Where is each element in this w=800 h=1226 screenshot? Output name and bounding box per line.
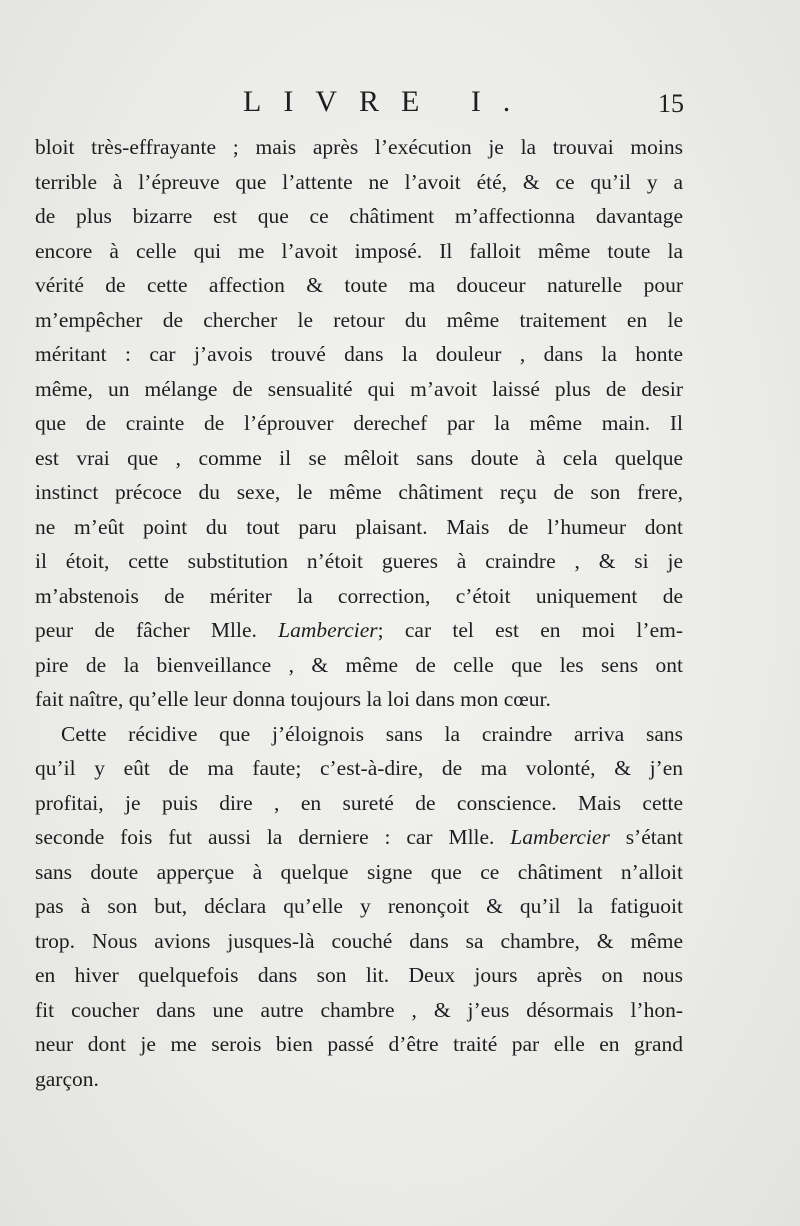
text-line: pas à son but, déclara qu’elle y renonçoit & qu’il la fatiguoit: [35, 894, 683, 918]
text-line: encore à celle qui me l’avoit imposé. Il falloit même toute la: [35, 238, 683, 263]
text-line: fait naître, qu’elle leur donna toujours la loi dans mon cœur.: [35, 687, 551, 711]
text-line: ne m’eût point du tout paru plaisant. Mais de l’humeur dont: [35, 514, 683, 539]
text-line: [35, 820, 683, 855]
text-line: vérité de cette affection & toute ma douceur naturelle pour: [35, 273, 683, 297]
text-line: [35, 613, 683, 648]
text-line: que de crainte de l’éprouver derechef par la même main. Il: [35, 411, 683, 435]
running-head: [0, 84, 800, 124]
text-line: sans doute apperçue à quelque signe que ce châtiment n’alloit: [35, 859, 683, 884]
text-line: est vrai que , comme il se mêloit sans doute à cela quelque: [35, 445, 683, 470]
text-segment: ; car tel est en moi l’em-: [377, 618, 683, 642]
text-line: trop. Nous avions jusques-là couché dans sa chambre, & même: [35, 928, 683, 953]
text-line: qu’il y eût de ma faute; c’est-à-dire, de ma volonté, & j’en: [35, 756, 683, 780]
text-line: il étoit, cette substitution n’étoit gueres à craindre , & si je: [35, 549, 683, 573]
text-line: instinct précoce du sexe, le même châtiment reçu de son frere,: [35, 480, 683, 504]
text-line: pire de la bienveillance , & même de celle que les sens ont: [35, 652, 683, 677]
text-line: m’abstenois de mériter la correction, c’étoit uniquement de: [35, 583, 683, 608]
italic-name: Lambercier: [278, 618, 378, 642]
text-line: terrible à l’épreuve que l’attente ne l’avoit été, & ce qu’il y a: [35, 169, 683, 194]
running-title: LIVRE I.: [243, 85, 533, 118]
page-number: 15: [658, 89, 684, 118]
text-line: méritant : car j’avois trouvé dans la douleur , dans la honte: [35, 342, 683, 366]
text-line: même, un mélange de sensualité qui m’avoit laissé plus de desir: [35, 376, 683, 401]
text-line: neur dont je me serois bien passé d’être traité par elle en grand: [35, 1032, 683, 1056]
paragraph-first-line: Cette récidive que j’éloignois sans la craindre arriva sans: [61, 721, 683, 746]
text-line: de plus bizarre est que ce châtiment m’affectionna davantage: [35, 204, 683, 228]
text-line: garçon.: [35, 1066, 99, 1091]
text-line: bloit très-effrayante ; mais après l’exécution je la trouvai moins: [35, 135, 683, 159]
text-line: en hiver quelquefois dans son lit. Deux jours après on nous: [35, 963, 683, 987]
italic-name: Lambercier: [510, 825, 610, 849]
text-line: profitai, je puis dire , en sureté de conscience. Mais cette: [35, 790, 683, 815]
body-text: [35, 130, 683, 1096]
text-segment: peur de fâcher Mlle.: [35, 618, 279, 642]
text-line: fit coucher dans une autre chambre , & j’eus désormais l’hon-: [35, 997, 683, 1022]
text-segment: s’étant: [609, 825, 684, 849]
text-segment: seconde fois fut aussi la derniere : car Mlle.: [35, 825, 511, 849]
text-line: m’empêcher de chercher le retour du même traitement en le: [35, 307, 683, 332]
